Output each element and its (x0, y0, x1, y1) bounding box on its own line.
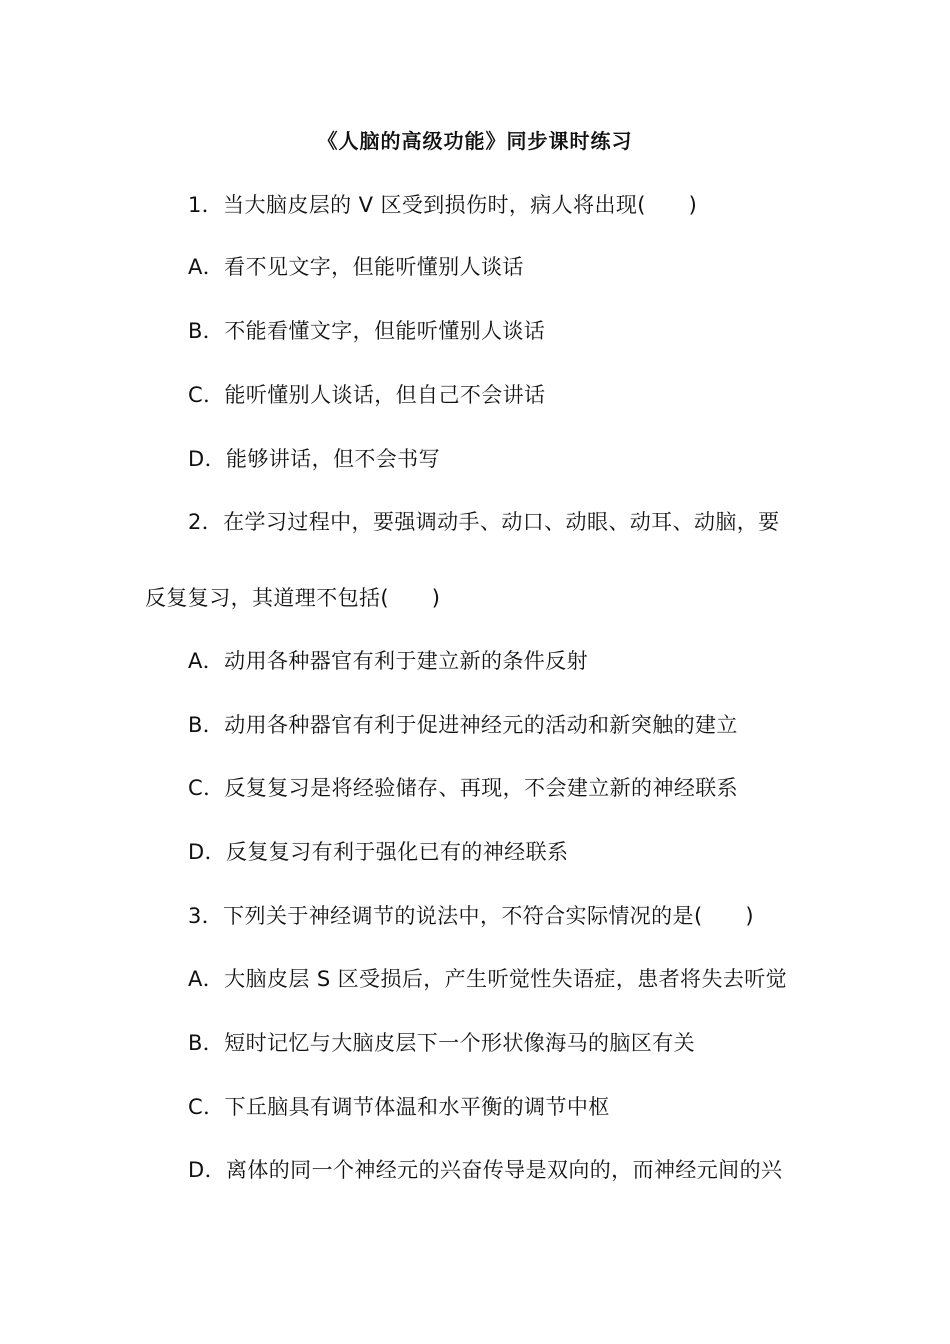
question-3-option-b: B．短时记忆与大脑皮层下一个形状像海马的脑区有关 (188, 1031, 696, 1055)
question-3-option-d: D．离体的同一个神经元的兴奋传导是双向的，而神经元间的兴 (188, 1158, 783, 1182)
question-1-option-d: D．能够讲话，但不会书写 (188, 447, 440, 471)
question-2-option-d: D．反复复习有利于强化已有的神经联系 (188, 840, 569, 864)
question-3-option-c: C．下丘脑具有调节体温和水平衡的调节中枢 (188, 1095, 610, 1119)
question-1-stem: 1．当大脑皮层的 V 区受到损伤时，病人将出现( ) (188, 193, 698, 217)
question-1-option-b: B．不能看懂文字，但能听懂别人谈话 (188, 319, 546, 343)
question-2-stem-line-2: 反复复习，其道理不包括( ) (145, 586, 441, 610)
question-2-stem-line-1: 2．在学习过程中，要强调动手、动口、动眼、动耳、动脑，要 (188, 510, 780, 534)
question-3-stem: 3．下列关于神经调节的说法中，不符合实际情况的是( ) (188, 904, 754, 928)
question-2-option-c: C．反复复习是将经验储存、再现，不会建立新的神经联系 (188, 776, 739, 800)
question-3-option-a: A．大脑皮层 S 区受损后，产生听觉性失语症，患者将失去听觉 (188, 967, 788, 991)
question-1-option-c: C．能听懂别人谈话，但自己不会讲话 (188, 383, 546, 407)
question-2-option-a: A．动用各种器官有利于建立新的条件反射 (188, 649, 588, 673)
page-title: 《人脑的高级功能》同步课时练习 (317, 129, 633, 153)
question-1-option-a: A．看不见文字，但能听懂别人谈话 (188, 255, 524, 279)
question-2-option-b: B．动用各种器官有利于促进神经元的活动和新突触的建立 (188, 713, 738, 737)
